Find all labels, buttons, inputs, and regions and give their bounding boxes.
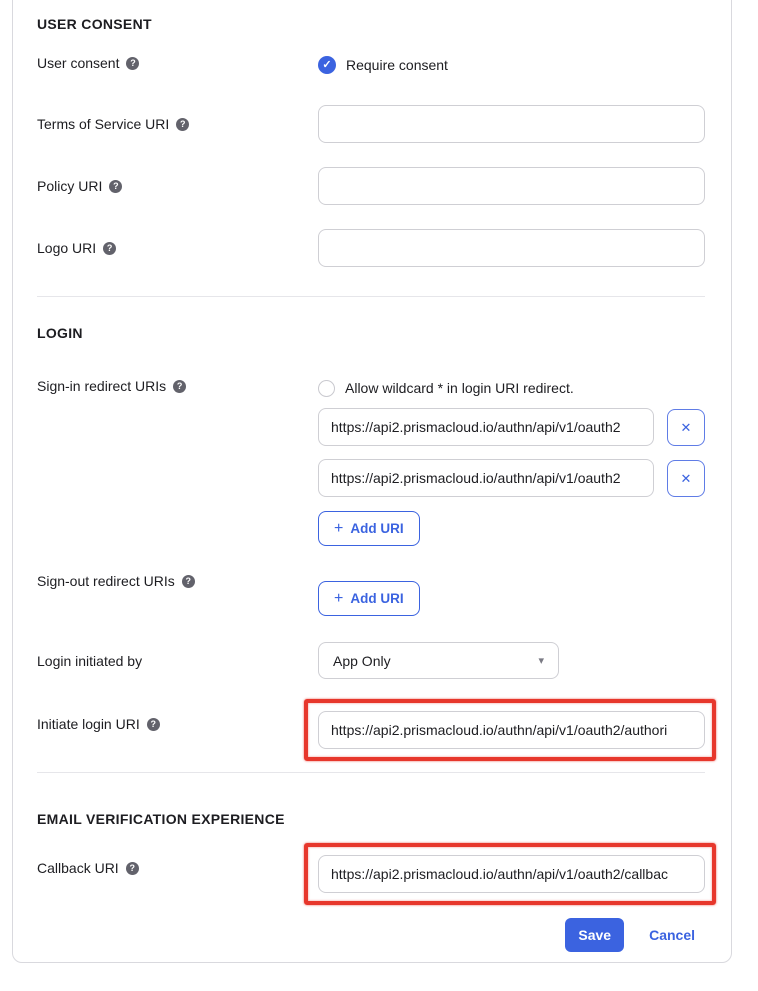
help-icon[interactable]: ? <box>176 118 189 131</box>
logo-label-group <box>37 229 318 258</box>
save-button[interactable]: Save <box>565 918 624 952</box>
user-consent-label: User consent <box>37 55 120 71</box>
signout-label-group <box>37 571 318 591</box>
login-heading: LOGIN <box>37 325 83 341</box>
section-divider <box>37 296 705 297</box>
signin-uri-row <box>318 459 705 497</box>
help-icon[interactable]: ? <box>182 575 195 588</box>
tos-label: Terms of Service URI <box>37 116 170 132</box>
tos-label-group <box>37 105 318 134</box>
login-initiated-label-group <box>37 642 318 671</box>
initiate-login-label-group <box>37 699 318 734</box>
help-icon[interactable]: ? <box>103 242 116 255</box>
red-annotation-box <box>304 699 716 761</box>
signout-redirect-controls <box>318 571 705 616</box>
user-consent-label-group <box>37 53 318 73</box>
callback-uri-control <box>318 843 705 905</box>
policy-input[interactable] <box>318 167 705 205</box>
add-signin-uri-button[interactable] <box>318 511 420 546</box>
settings-card <box>12 0 732 963</box>
form-footer <box>37 918 705 952</box>
wildcard-group <box>318 376 705 400</box>
policy-control <box>318 167 705 205</box>
signin-redirect-row <box>37 376 705 546</box>
logo-row <box>37 229 705 267</box>
wildcard-label: Allow wildcard * in login URI redirect. <box>345 380 574 396</box>
remove-uri-button[interactable]: ✕ <box>667 409 705 446</box>
require-consent-group <box>318 53 705 77</box>
user-consent-heading: USER CONSENT <box>37 16 152 32</box>
add-signout-uri-button[interactable] <box>318 581 420 616</box>
signin-uri-row <box>318 408 705 446</box>
tos-control <box>318 105 705 143</box>
callback-uri-row <box>37 843 705 905</box>
wildcard-checkbox[interactable] <box>318 380 335 397</box>
signout-redirect-label: Sign-out redirect URIs <box>37 573 175 589</box>
require-consent-label: Require consent <box>346 57 448 73</box>
help-icon[interactable]: ? <box>126 862 139 875</box>
require-consent-checkbox[interactable] <box>318 56 336 74</box>
plus-icon: + <box>334 519 344 537</box>
add-uri-label: Add URI <box>350 591 404 606</box>
login-initiated-select[interactable] <box>318 642 559 679</box>
signout-redirect-row <box>37 571 705 616</box>
logo-control <box>318 229 705 267</box>
signin-label-group <box>37 376 318 396</box>
add-uri-label: Add URI <box>350 521 404 536</box>
login-initiated-label: Login initiated by <box>37 653 143 669</box>
help-icon[interactable]: ? <box>173 380 186 393</box>
cancel-button[interactable]: Cancel <box>649 927 695 943</box>
plus-icon: + <box>334 589 344 607</box>
policy-label: Policy URI <box>37 178 103 194</box>
help-icon[interactable]: ? <box>109 180 122 193</box>
login-initiated-control <box>318 642 705 679</box>
help-icon[interactable]: ? <box>147 718 160 731</box>
initiate-login-control <box>318 699 705 761</box>
section-divider <box>37 772 705 773</box>
signin-uri-input-1[interactable] <box>318 408 654 446</box>
initiate-login-input[interactable] <box>318 711 705 749</box>
callback-uri-input[interactable] <box>318 855 705 893</box>
check-icon: ✓ <box>322 58 332 71</box>
initiate-login-row <box>37 699 705 761</box>
initiate-login-label: Initiate login URI <box>37 716 140 732</box>
signin-redirect-controls <box>318 376 705 546</box>
logo-label: Logo URI <box>37 240 97 256</box>
login-initiated-value: App Only <box>333 652 391 669</box>
tos-row <box>37 105 705 143</box>
logo-input[interactable] <box>318 229 705 267</box>
login-initiated-row <box>37 642 705 679</box>
signin-uri-input-2[interactable] <box>318 459 654 497</box>
email-verification-heading: EMAIL VERIFICATION EXPERIENCE <box>37 811 285 827</box>
user-consent-row <box>37 53 705 77</box>
tos-input[interactable] <box>318 105 705 143</box>
callback-uri-label: Callback URI <box>37 860 119 876</box>
signin-redirect-label: Sign-in redirect URIs <box>37 378 167 394</box>
red-annotation-box <box>304 843 716 905</box>
policy-row <box>37 167 705 205</box>
policy-label-group <box>37 167 318 196</box>
callback-label-group <box>37 843 318 878</box>
remove-uri-button[interactable]: ✕ <box>667 460 705 497</box>
help-icon[interactable]: ? <box>126 57 139 70</box>
chevron-down-icon: ▾ <box>538 655 544 667</box>
